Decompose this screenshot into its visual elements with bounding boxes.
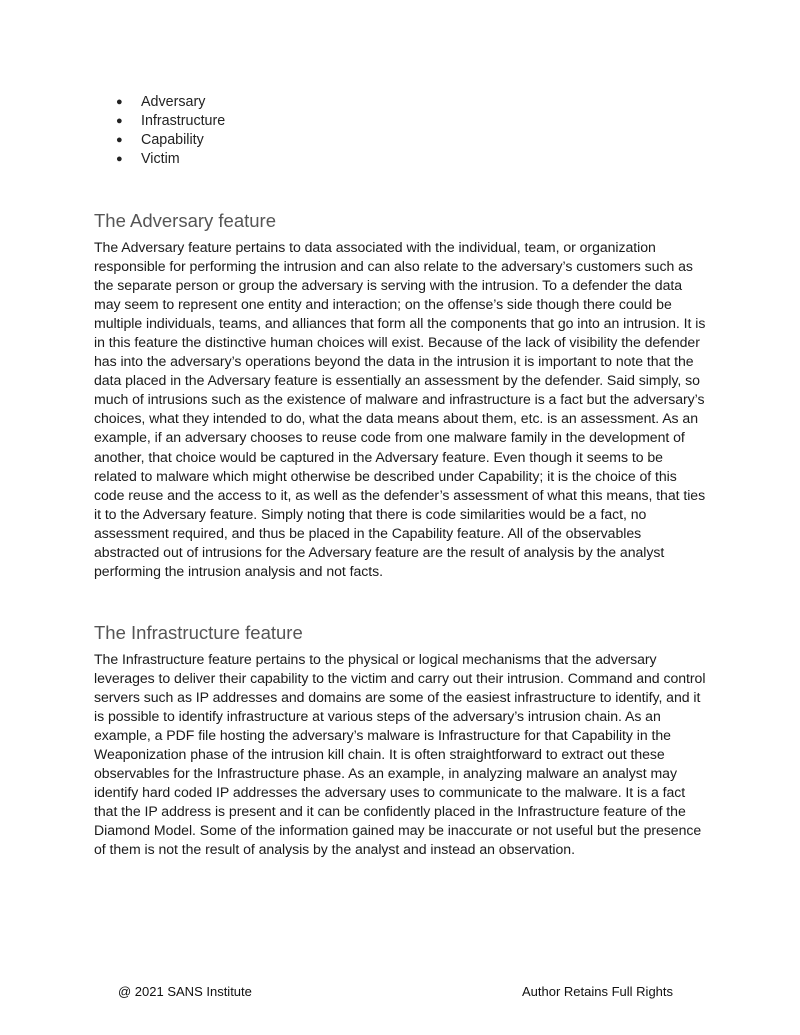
bullet-item: ● Infrastructure <box>116 112 225 131</box>
bullet-item: ● Adversary <box>116 93 225 112</box>
infrastructure-section <box>94 621 708 860</box>
footer-copyright: @ 2021 SANS Institute <box>118 984 252 999</box>
adversary-paragraph: The Adversary feature pertains to data associated with the individual, team, or organization responsible for performing the intrusion and can also relate to the adversary’s customers such as the separate person or group the adversary is serving with the intrusion. To a defender the data may seem to represent one entity and interaction; on the offense’s side though there could be multiple individuals, teams, and alliances that form all the components that go into an intrusion. It is in this feature the distinctive human choices will exist. Because of the lack of visibility the defender has into the adversary’s operations beyond the data in the intrusion it is important to note that the data placed in the Adversary feature is essentially an assessment by the defender. Said simply, so much of intrusions such as the existence of malware and infrastructure is a fact but the adversary’s choices, what they intended to do, what the data means about them, etc. is an assessment. As an example, if an adversary chooses to reuse code from one malware family in the development of another, that choice would be captured in the Adversary feature. Even though it seems to be related to malware which might otherwise be described under Capability; it is the choice of this code reuse and the access to it, as well as the defender’s assessment of what this means, that ties it to the Adversary feature. Simply noting that there is code similarities would be a fact, no assessment required, and thus be placed in the Capability feature. All of the observables abstracted out of intrusions for the Adversary feature are the result of analysis by the analyst performing the intrusion analysis and not facts. <box>94 239 706 579</box>
bullet-item: ● Victim <box>116 150 225 169</box>
footer-rights: Author Retains Full Rights <box>522 984 674 999</box>
bullet-item: ● Capability <box>116 131 225 150</box>
feature-bullet-list <box>116 93 225 169</box>
adversary-section <box>94 209 708 581</box>
infrastructure-heading: The Infrastructure feature <box>94 622 303 643</box>
adversary-heading: The Adversary feature <box>94 210 277 231</box>
infrastructure-paragraph: The Infrastructure feature pertains to the physical or logical mechanisms that the adversary leverages to deliver their capability to the victim and carry out their intrusion. Command and control servers such as IP addresses and domains are some of the easiest infrastructure to identify, and it is possible to identify infrastructure at various steps of the adversary’s intrusion chain. As an example, a PDF file hosting the adversary’s malware is Infrastructure for that Capability in the Weaponization phase of the intrusion kill chain. It is often straightforward to extract out these observables for the Infrastructure phase. As an example, in analyzing malware an analyst may identify hard coded IP addresses the adversary uses to communicate to the malware. It is a fact that the IP address is present and it can be confidently placed in the Infrastructure feature of the Diamond Model. Some of the information gained may be inaccurate or not useful but the presence of them is not the result of analysis by the analyst and instead an observation. <box>94 651 706 858</box>
